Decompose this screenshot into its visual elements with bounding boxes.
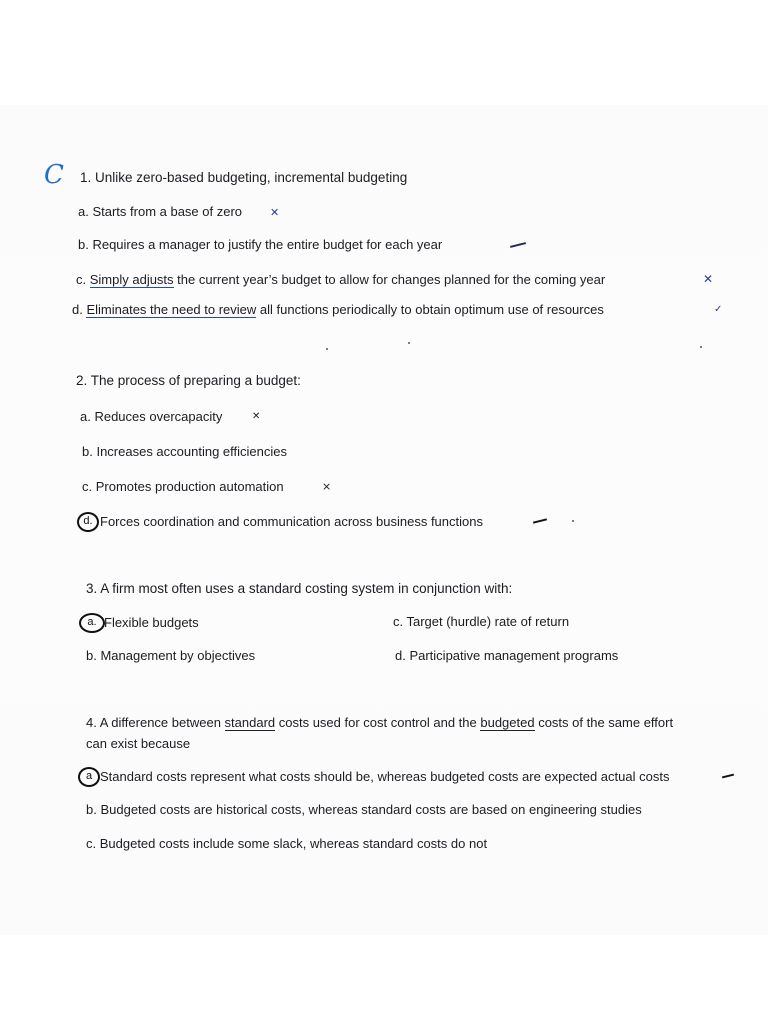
q4-option-b: b. Budgeted costs are historical costs, whereas standard costs are based on engineering studies	[86, 802, 642, 817]
q1-option-c	[76, 272, 605, 288]
x-mark-icon: ✕	[252, 411, 261, 422]
question-4-title-line2: can exist because	[86, 736, 191, 751]
circled-answer-a: a.	[79, 613, 105, 633]
q4-title-underlined-budgeted: budgeted	[480, 715, 535, 730]
q4-title-part1: 4. A difference between	[86, 715, 225, 730]
q1-option-d	[72, 302, 604, 318]
q1-option-c-prefix: c.	[76, 272, 90, 287]
q1-option-d-prefix: d.	[72, 302, 87, 317]
q4-title-part2: costs used for cost control and the	[275, 715, 481, 730]
scan-speck	[700, 346, 702, 348]
question-1-title: 1. Unlike zero-based budgeting, incremental budgeting	[80, 170, 408, 185]
q4-title-underlined-standard: standard	[224, 715, 276, 730]
q3-option-c: c. Target (hurdle) rate of return	[393, 614, 570, 629]
q1-option-c-underlined: Simply adjusts	[89, 272, 174, 287]
q1-option-d-rest: all functions periodically to obtain optimum use of resources	[256, 302, 604, 317]
scan-speck	[408, 342, 410, 344]
q2-option-a: a. Reduces overcapacity	[80, 409, 223, 424]
circled-answer-a: a	[78, 767, 100, 787]
q3-option-b: b. Management by objectives	[86, 648, 256, 663]
q3-option-d: d. Participative management programs	[395, 648, 619, 663]
q1-option-a: a. Starts from a base of zero	[78, 204, 243, 219]
check-mark-icon: ✓	[714, 304, 723, 315]
question-2-title: 2. The process of preparing a budget:	[76, 373, 301, 388]
circled-answer-d: d.	[77, 512, 99, 532]
handwritten-grade: C	[44, 160, 64, 190]
q2-option-d: Forces coordination and communication across business functions	[100, 514, 483, 529]
x-mark-icon: ✕	[703, 272, 714, 286]
scan-speck	[326, 348, 328, 350]
q1-option-d-underlined: Eliminates the need to review	[86, 302, 257, 317]
scan-speck	[572, 520, 574, 522]
q4-option-c: c. Budgeted costs include some slack, whereas standard costs do not	[86, 836, 488, 851]
q3-option-a: Flexible budgets	[104, 615, 199, 630]
x-mark-icon: ✕	[270, 206, 280, 219]
x-mark-icon: ⨯	[322, 480, 332, 493]
q2-option-c: c. Promotes production automation	[82, 479, 284, 494]
q1-option-b: b. Requires a manager to justify the entire budget for each year	[78, 237, 443, 252]
question-4-title	[86, 715, 673, 731]
q2-option-b: b. Increases accounting efficiencies	[82, 444, 287, 459]
q1-option-c-rest: the current year’s budget to allow for changes planned for the coming year	[173, 272, 606, 287]
q4-title-part3: costs of the same effort	[534, 715, 674, 730]
q4-option-a: Standard costs represent what costs should be, whereas budgeted costs are expected actual costs	[100, 769, 670, 784]
question-3-title: 3. A firm most often uses a standard costing system in conjunction with:	[86, 581, 513, 596]
